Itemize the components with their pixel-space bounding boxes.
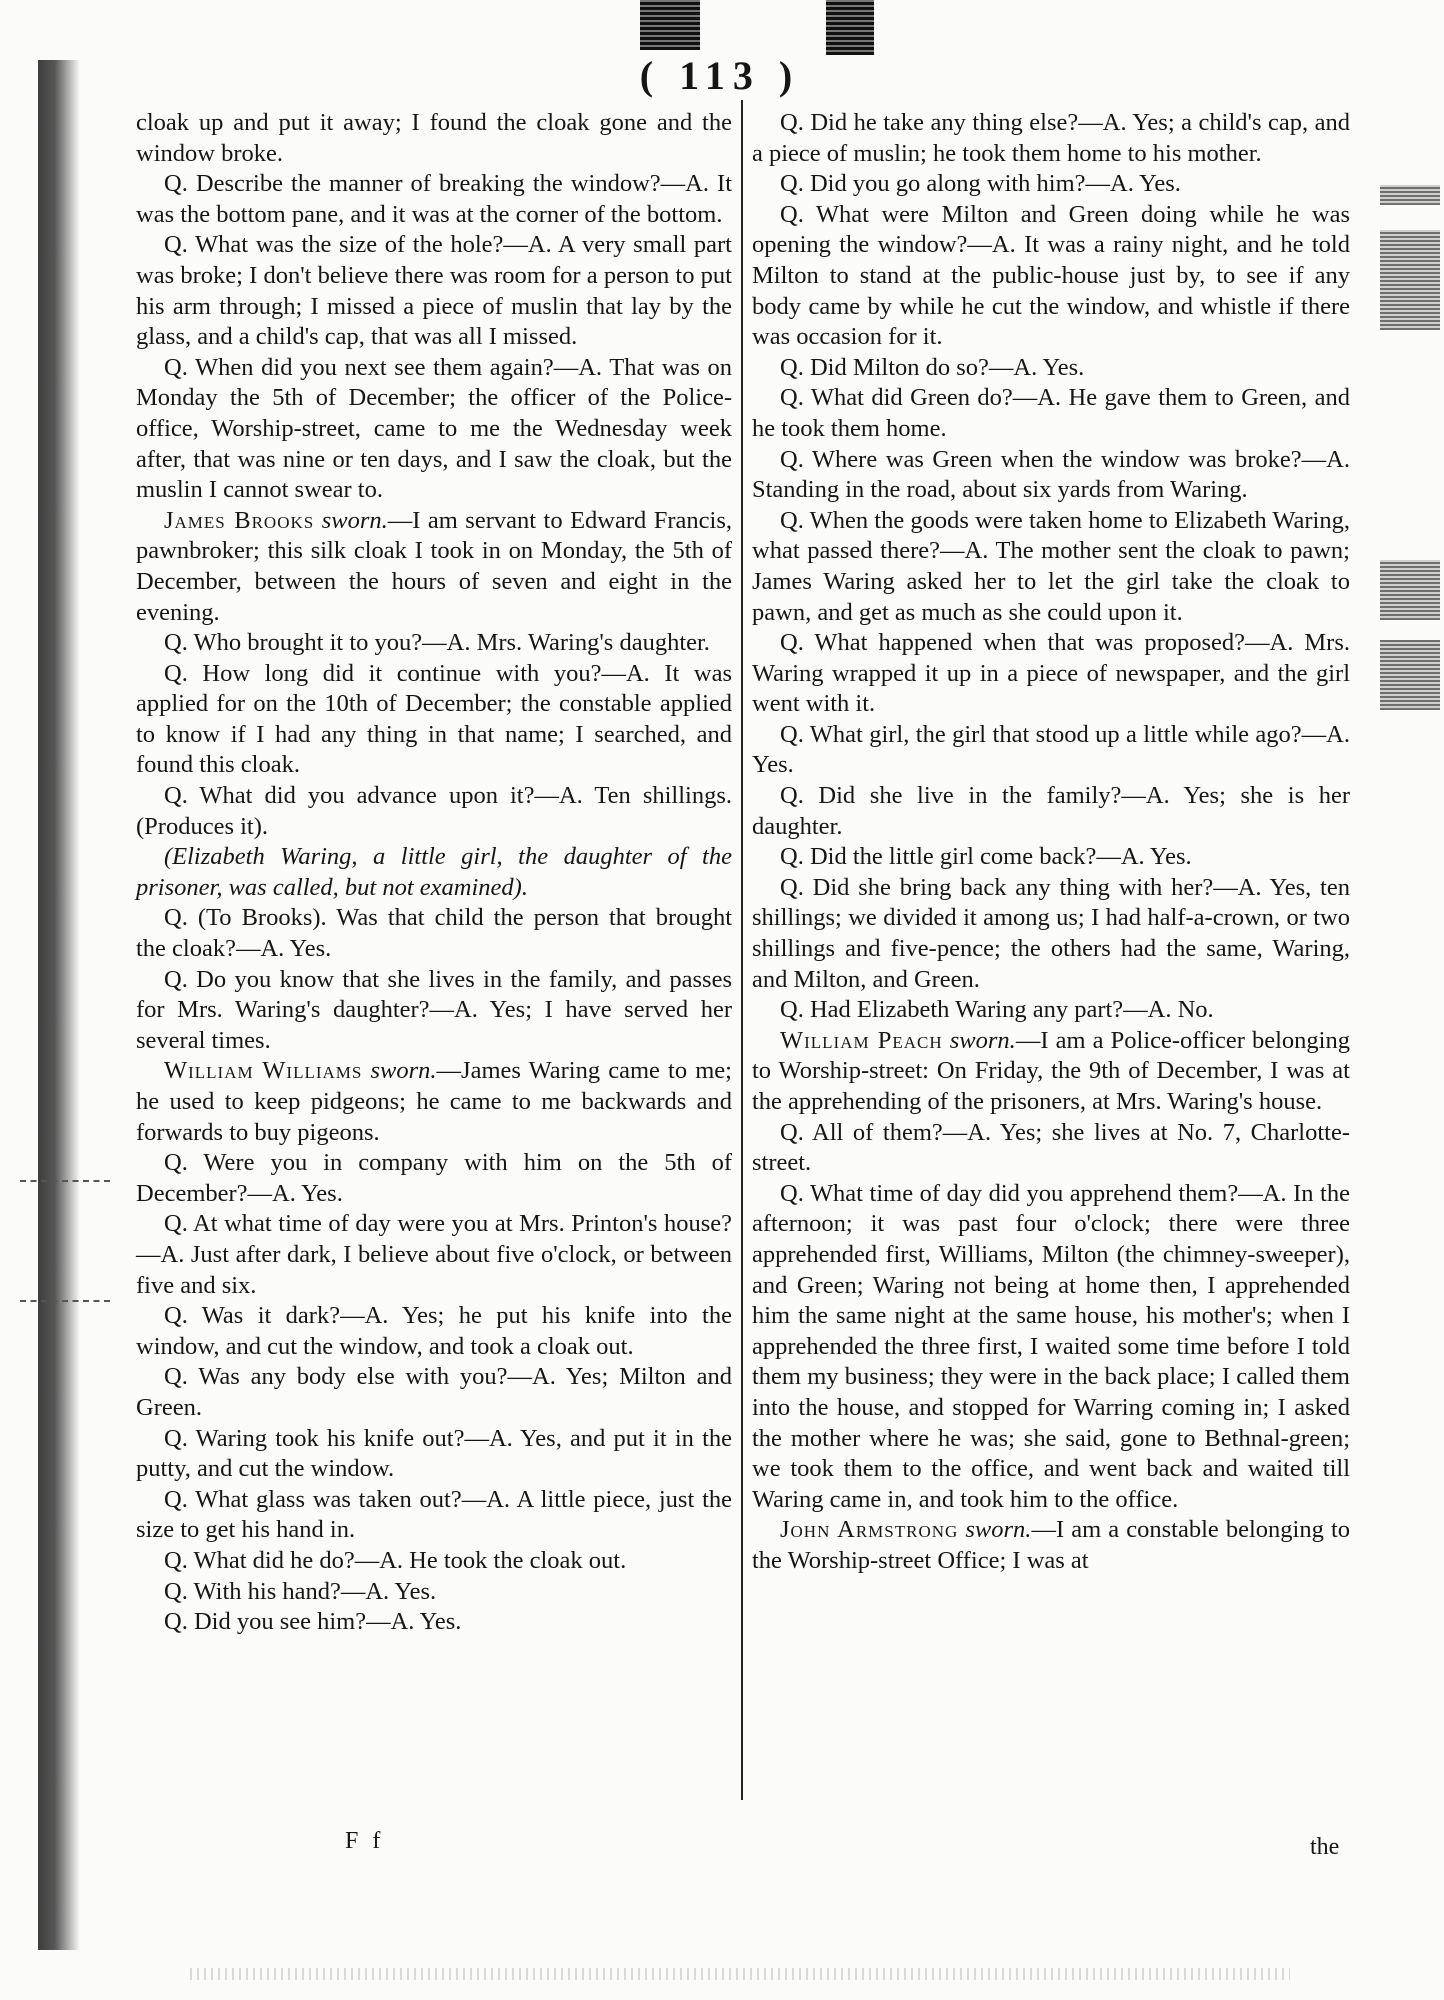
sworn-label: sworn. [958, 1516, 1032, 1544]
sworn-label: sworn. [362, 1057, 437, 1085]
question-answer: Q. When did you next see them again?—A. That was on Monday the 5th of December; the officer of the Police-office, Worship-street, came to me the Wednesday week after, that was nine or ten days, and I saw the cloak, but the muslin I cannot swear to. [136, 353, 732, 504]
question-answer: Q. Did you go along with him?—A. Yes. [780, 170, 1181, 198]
scan-margin-mark [1380, 230, 1440, 330]
testimony-text: —I am servant to Edward Francis, pawnbroker; this silk cloak I took in on Monday, the 5th of December, between the hours of seven and eight in the evening. [136, 506, 732, 626]
scan-artifact-line [20, 1180, 110, 1188]
question-answer: Q. Was it dark?—A. Yes; he put his knife into the window, and cut the window, and took a cloak out. [136, 1302, 732, 1360]
question-answer: Q. What did Green do?—A. He gave them to Green, and he took them home. [752, 384, 1350, 442]
question-answer: Q. Describe the manner of breaking the window?—A. It was the bottom pane, and it was at the corner of the bottom. [136, 170, 732, 228]
left-column [136, 108, 732, 1638]
question-answer: Q. Waring took his knife out?—A. Yes, and put it in the putty, and cut the window. [136, 1424, 732, 1483]
question-answer: Q. What did you advance upon it?—A. Ten shillings. (Produces it). [136, 782, 732, 840]
witness-testimony [136, 506, 732, 628]
question-answer: Q. Did she live in the family?—A. Yes; she is her daughter. [752, 782, 1350, 840]
question-answer: Q. With his hand?—A. Yes. [164, 1577, 437, 1605]
question-answer: Q. All of them?—A. Yes; she lives at No. 7, Charlotte-street. [752, 1118, 1350, 1177]
scan-margin-mark [1380, 640, 1440, 710]
question-answer: Q. Did the little girl come back?—A. Yes. [780, 843, 1192, 871]
question-answer: Q. Did Milton do so?—A. Yes. [780, 353, 1085, 381]
question-answer: Q. Do you know that she lives in the family, and passes for Mrs. Waring's daughter?—A. Yes; I have served her several times. [136, 965, 732, 1054]
scan-margin-mark [1380, 560, 1440, 620]
question-answer: Q. Had Elizabeth Waring any part?—A. No. [780, 996, 1214, 1024]
sworn-label: sworn. [942, 1026, 1016, 1054]
question-answer: Q. What time of day did you apprehend them?—A. In the afternoon; it was past four o'clock; there were three apprehended first, Williams, Milton (the chimney-sweeper), and Green; Waring not being at home then, I apprehended him the same night at the same house, his mother's; when I apprehended the three first, I waited some time before I told them my business; they were in the back place; I called them into the house, and stopped for Warring coming in; I asked the mother where he was; she said, gone to Bethnal-green; we took them to the office, and went back and waited till Waring came in, and took him to the office. [752, 1179, 1350, 1513]
question-answer: Q. Did you see him?—A. Yes. [164, 1608, 462, 1636]
question-answer: Q. Where was Green when the window was broke?—A. Standing in the road, about six yards from Waring. [752, 445, 1350, 504]
scan-noise [190, 1968, 1290, 1980]
stage-note: (Elizabeth Waring, a little girl, the daughter of the prisoner, was called, but not examined). [136, 843, 732, 901]
witness-testimony [136, 1056, 732, 1148]
question-answer: Q. Was any body else with you?—A. Yes; Milton and Green. [136, 1363, 732, 1421]
page-number: ( 113 ) [639, 53, 801, 98]
scan-blot [826, 0, 874, 55]
question-answer: Q. How long did it continue with you?—A. It was applied for on the 10th of December; the constable applied to know if I had any thing in that name; I searched, and found this cloak. [136, 659, 732, 779]
signature-mark: F f [345, 1828, 385, 1854]
witness-testimony [752, 1515, 1350, 1576]
question-answer: Q. What were Milton and Green doing while he was opening the window?—A. It was a rainy night, and he told Milton to stand at the public-house just by, to see if any body came by while he cut the window, and whistle if there was occasion for it. [752, 200, 1350, 351]
witness-name: John Armstrong [780, 1516, 959, 1544]
question-answer: Q. When the goods were taken home to Elizabeth Waring, what passed there?—A. The mother sent the cloak to pawn; James Waring asked her to let the girl take the cloak to pawn, and get as much as she could upon it. [752, 506, 1350, 626]
scan-blot [640, 0, 700, 50]
scan-margin-mark [1380, 185, 1440, 205]
question-answer: Q. At what time of day were you at Mrs. Printon's house?—A. Just after dark, I believe about five o'clock, or between five and six. [136, 1210, 732, 1299]
testimony-text: —James Waring came to me; he used to keep pidgeons; he came to me backwards and forwards to buy pigeons. [136, 1057, 732, 1146]
testimony-text: —I am a Police-officer belonging to Worship-street: On Friday, the 9th of December, I was at the apprehending of the prisoners, at Mrs. Waring's house. [752, 1026, 1350, 1115]
witness-testimony [752, 1026, 1350, 1118]
scan-binding-edge [38, 60, 80, 1950]
scan-artifact-line [20, 1300, 110, 1308]
question-answer: Q. (To Brooks). Was that child the person that brought the cloak?—A. Yes. [136, 904, 732, 963]
question-answer: Q. What girl, the girl that stood up a little while ago?—A. Yes. [752, 720, 1350, 779]
question-answer: Q. What was the size of the hole?—A. A very small part was broke; I don't believe there was room for a person to put his arm through; I missed a piece of muslin that lay by the glass, and a child's cap, that was all I missed. [136, 231, 732, 351]
question-answer: Q. What did he do?—A. He took the cloak out. [164, 1546, 627, 1574]
catchword: the [1310, 1834, 1340, 1860]
column-divider [741, 100, 743, 1800]
question-answer: Q. Who brought it to you?—A. Mrs. Waring's daughter. [164, 629, 710, 657]
sworn-label: sworn. [314, 506, 388, 534]
witness-name: James Brooks [164, 506, 315, 534]
witness-name: William Peach [780, 1026, 943, 1054]
question-answer: Q. What glass was taken out?—A. A little piece, just the size to get his hand in. [136, 1485, 732, 1544]
question-answer: Q. What happened when that was proposed?—A. Mrs. Waring wrapped it up in a piece of newspaper, and the girl went with it. [752, 629, 1350, 718]
right-column [752, 108, 1350, 1577]
question-answer: Q. Did he take any thing else?—A. Yes; a child's cap, and a piece of muslin; he took them home to his mother. [752, 109, 1350, 167]
paragraph: cloak up and put it away; I found the cloak gone and the window broke. [136, 109, 732, 167]
question-answer: Q. Were you in company with him on the 5th of December?—A. Yes. [136, 1149, 732, 1207]
witness-name: William Williams [164, 1057, 363, 1085]
question-answer: Q. Did she bring back any thing with her?—A. Yes, ten shillings; we divided it among us; I had half-a-crown, or two shillings and five-pence; the others had the same, Waring, and Milton, and Green. [752, 873, 1350, 993]
testimony-text: —I am a constable belonging to the Worship-street Office; I was at [752, 1516, 1351, 1574]
